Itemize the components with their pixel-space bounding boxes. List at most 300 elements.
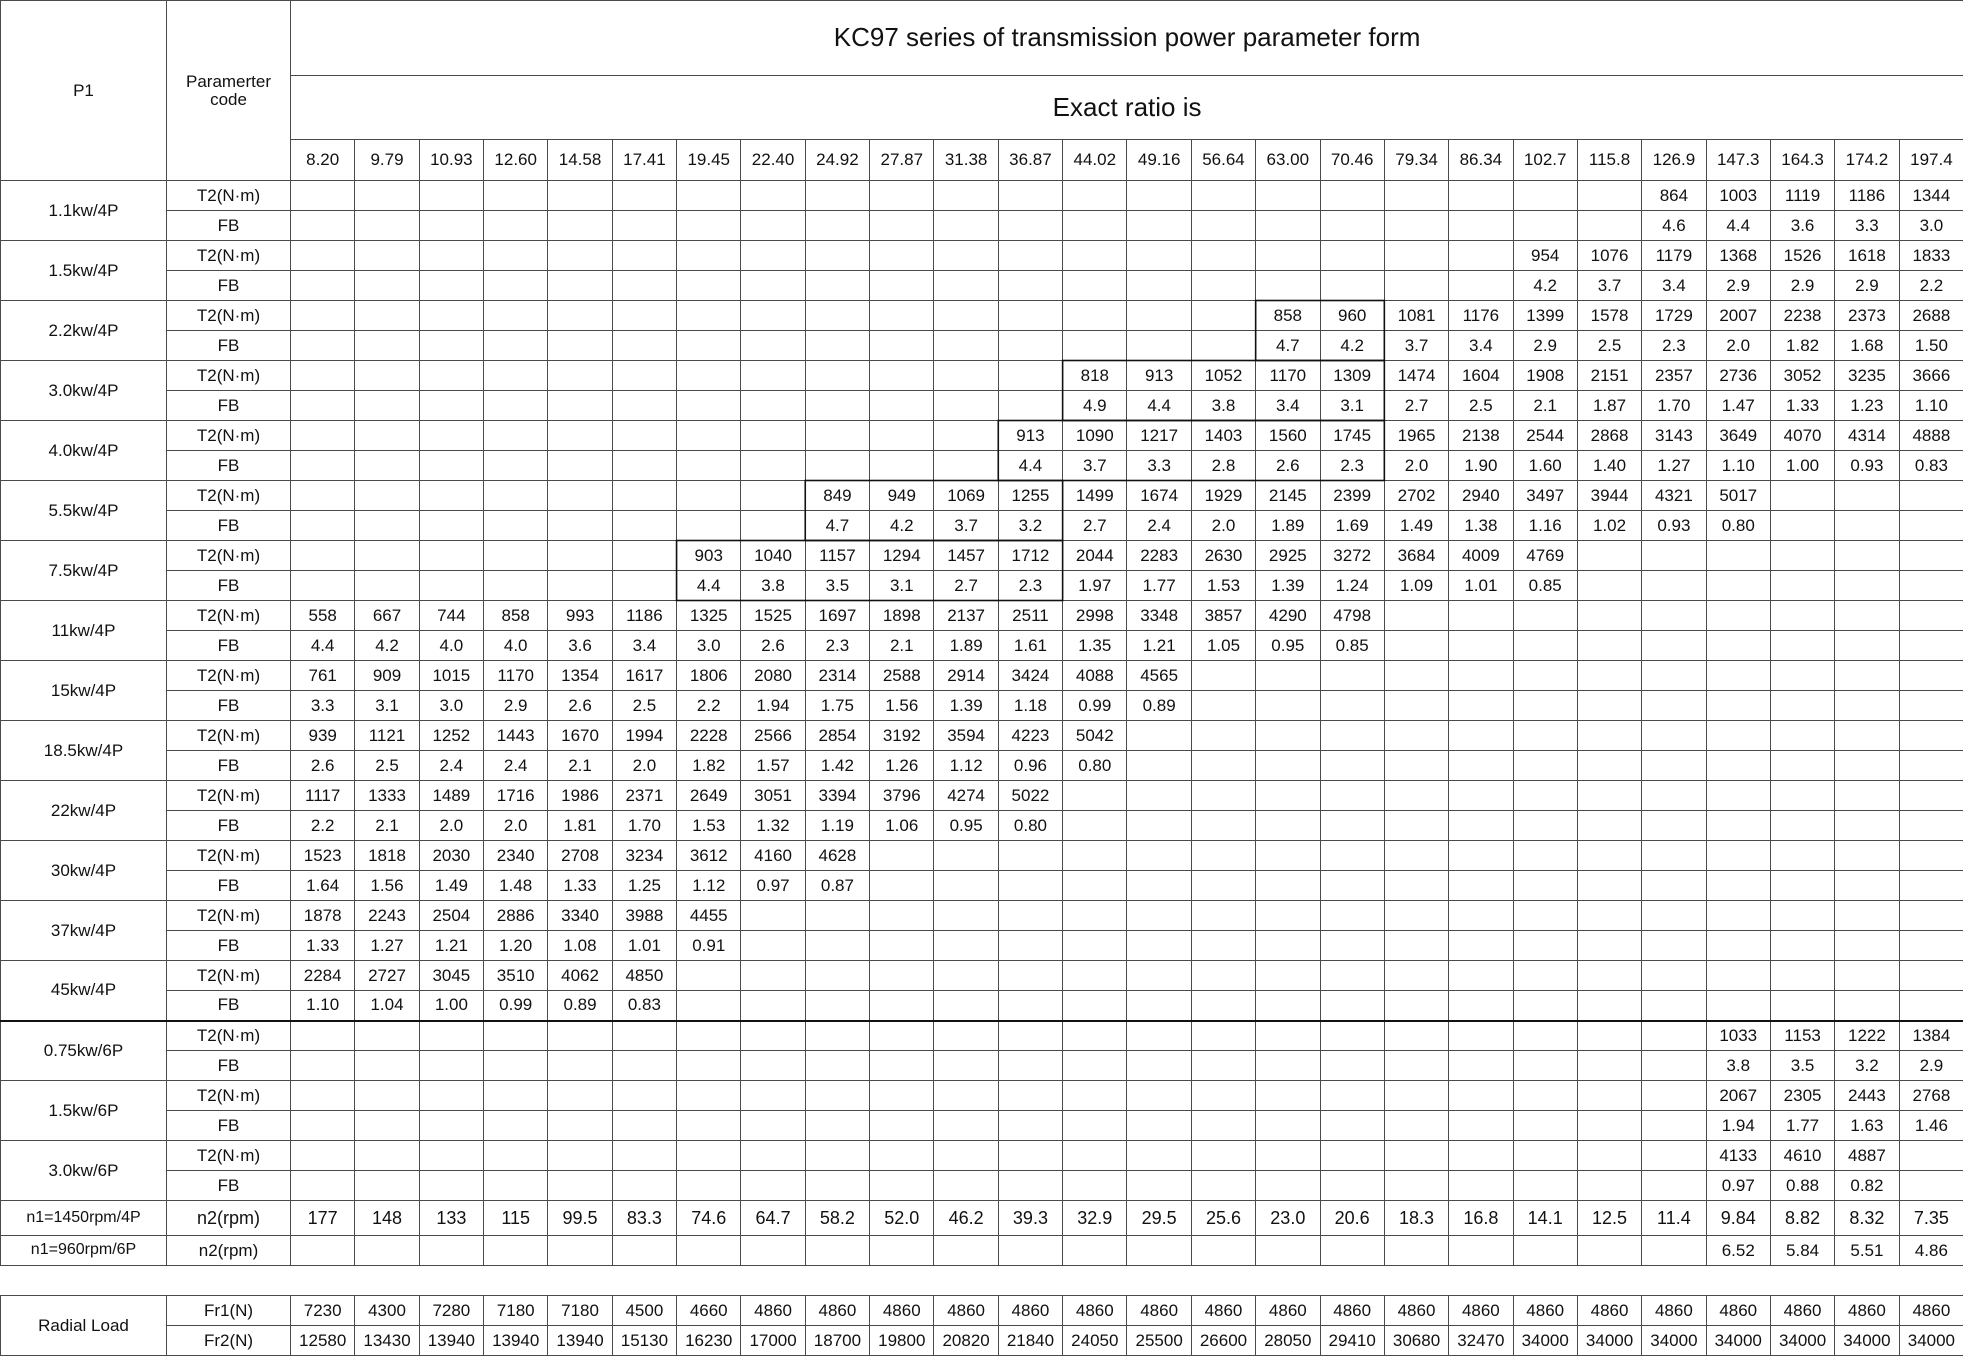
value-cell: 1.89: [934, 631, 998, 661]
output-speed-row: [1, 1236, 1963, 1266]
value-cell: 3143: [1642, 421, 1706, 451]
value-cell: [1577, 1051, 1641, 1081]
value-cell: 3684: [1384, 541, 1448, 571]
value-cell: [1899, 631, 1963, 661]
value-cell: 1.77: [1770, 1111, 1834, 1141]
value-cell: [1256, 901, 1320, 931]
speed-value: [291, 1236, 355, 1266]
param-code: n2(rpm): [167, 1236, 291, 1266]
value-cell: [1577, 571, 1641, 601]
value-cell: [677, 1141, 741, 1171]
value-cell: 2373: [1835, 301, 1899, 331]
value-cell: [1577, 601, 1641, 631]
value-cell: 2067: [1706, 1081, 1770, 1111]
value-cell: 949: [870, 481, 934, 511]
value-cell: 913: [998, 421, 1062, 451]
value-cell: [1706, 751, 1770, 781]
radial-load-value: 4860: [1835, 1296, 1899, 1326]
value-cell: 0.96: [998, 751, 1062, 781]
radial-load-value: 4860: [1642, 1296, 1706, 1326]
value-cell: [612, 301, 676, 331]
value-cell: [548, 1141, 612, 1171]
value-cell: [612, 361, 676, 391]
value-cell: [998, 391, 1062, 421]
value-cell: [1513, 211, 1577, 241]
value-cell: [291, 481, 355, 511]
value-cell: [1256, 871, 1320, 901]
output-speed-row: [1, 1201, 1963, 1236]
value-cell: [548, 181, 612, 211]
speed-value: [355, 1236, 419, 1266]
value-cell: [741, 901, 805, 931]
value-cell: [1770, 991, 1834, 1021]
value-cell: [1449, 1141, 1513, 1171]
value-cell: 2.5: [1449, 391, 1513, 421]
value-cell: 1.70: [1642, 391, 1706, 421]
value-cell: 0.83: [1899, 451, 1963, 481]
value-cell: 1.12: [934, 751, 998, 781]
power-label: 45kw/4P: [1, 961, 167, 1021]
value-cell: [1835, 601, 1899, 631]
value-cell: 939: [291, 721, 355, 751]
speed-value: 20.6: [1320, 1201, 1384, 1236]
spacer: [1, 1266, 1963, 1296]
value-cell: [934, 331, 998, 361]
value-cell: 1.09: [1384, 571, 1448, 601]
value-cell: 0.95: [934, 811, 998, 841]
value-cell: [548, 301, 612, 331]
value-cell: 2151: [1577, 361, 1641, 391]
value-cell: [484, 1081, 548, 1111]
value-cell: [805, 1141, 869, 1171]
power-label: 7.5kw/4P: [1, 541, 167, 601]
value-cell: [548, 1111, 612, 1141]
value-cell: [1770, 481, 1834, 511]
value-cell: [870, 211, 934, 241]
radial-load-value: 4860: [1449, 1296, 1513, 1326]
radial-load-value: 4860: [1127, 1296, 1191, 1326]
value-cell: 1578: [1577, 301, 1641, 331]
value-cell: [677, 481, 741, 511]
value-cell: [1191, 1081, 1255, 1111]
value-cell: [548, 1021, 612, 1051]
speed-value: [1191, 1236, 1255, 1266]
value-cell: 3235: [1835, 361, 1899, 391]
ratio-value: 12.60: [484, 140, 548, 181]
value-cell: [612, 1081, 676, 1111]
torque-row: [1, 961, 1963, 991]
value-cell: [291, 361, 355, 391]
value-cell: [1899, 571, 1963, 601]
value-cell: [1899, 961, 1963, 991]
value-cell: 3045: [419, 961, 483, 991]
value-cell: [1384, 751, 1448, 781]
value-cell: 3649: [1706, 421, 1770, 451]
value-cell: [805, 991, 869, 1021]
value-cell: [484, 181, 548, 211]
value-cell: [291, 301, 355, 331]
value-cell: 2.5: [612, 691, 676, 721]
value-cell: 1.10: [1706, 451, 1770, 481]
value-cell: [1191, 1111, 1255, 1141]
radial-load-value: 15130: [612, 1326, 676, 1356]
value-cell: 1.77: [1127, 571, 1191, 601]
value-cell: [484, 391, 548, 421]
value-cell: [1063, 331, 1127, 361]
param-code: FB: [167, 931, 291, 961]
service-factor-row: [1, 391, 1963, 421]
value-cell: 849: [805, 481, 869, 511]
value-cell: 1.49: [1384, 511, 1448, 541]
value-cell: [612, 211, 676, 241]
value-cell: [1127, 1141, 1191, 1171]
param-code: Fr2(N): [167, 1326, 291, 1356]
value-cell: [1513, 601, 1577, 631]
torque-row: [1, 781, 1963, 811]
value-cell: 2998: [1063, 601, 1127, 631]
value-cell: 3612: [677, 841, 741, 871]
value-cell: [677, 1111, 741, 1141]
value-cell: [1384, 1111, 1448, 1141]
value-cell: [1899, 1171, 1963, 1201]
value-cell: 1344: [1899, 181, 1963, 211]
value-cell: 4.4: [677, 571, 741, 601]
value-cell: [1191, 241, 1255, 271]
value-cell: [548, 241, 612, 271]
spacer-row: [1, 1266, 1963, 1296]
value-cell: [1191, 1051, 1255, 1081]
value-cell: 2.6: [741, 631, 805, 661]
value-cell: 5017: [1706, 481, 1770, 511]
power-label: 3.0kw/6P: [1, 1141, 167, 1201]
value-cell: [805, 211, 869, 241]
value-cell: [1384, 1051, 1448, 1081]
value-cell: [677, 1171, 741, 1201]
value-cell: 4314: [1835, 421, 1899, 451]
value-cell: [1320, 841, 1384, 871]
value-cell: [1256, 271, 1320, 301]
value-cell: 2.4: [419, 751, 483, 781]
value-cell: 1.64: [291, 871, 355, 901]
value-cell: [1899, 931, 1963, 961]
value-cell: [291, 511, 355, 541]
value-cell: [741, 1021, 805, 1051]
value-cell: 4223: [998, 721, 1062, 751]
param-code-header: Paramerter code: [167, 1, 291, 181]
ratio-value: 115.8: [1577, 140, 1641, 181]
value-cell: 1.61: [998, 631, 1062, 661]
value-cell: 3944: [1577, 481, 1641, 511]
value-cell: [1642, 931, 1706, 961]
param-code: T2(N·m): [167, 361, 291, 391]
value-cell: [419, 541, 483, 571]
service-factor-row: [1, 991, 1963, 1021]
torque-row: [1, 301, 1963, 331]
value-cell: [1706, 631, 1770, 661]
value-cell: 1.40: [1577, 451, 1641, 481]
value-cell: 2566: [741, 721, 805, 751]
value-cell: [1513, 631, 1577, 661]
value-cell: [870, 1141, 934, 1171]
value-cell: 2080: [741, 661, 805, 691]
value-cell: [1642, 781, 1706, 811]
value-cell: [419, 1171, 483, 1201]
value-cell: 1179: [1642, 241, 1706, 271]
value-cell: [934, 991, 998, 1021]
value-cell: [1320, 1141, 1384, 1171]
value-cell: [1320, 1111, 1384, 1141]
value-cell: [805, 391, 869, 421]
value-cell: [612, 1111, 676, 1141]
value-cell: 2708: [548, 841, 612, 871]
value-cell: 4290: [1256, 601, 1320, 631]
value-cell: [1513, 181, 1577, 211]
value-cell: 1.00: [419, 991, 483, 1021]
value-cell: [677, 361, 741, 391]
value-cell: 1170: [484, 661, 548, 691]
value-cell: 1.25: [612, 871, 676, 901]
value-cell: 2.1: [1513, 391, 1577, 421]
value-cell: [419, 1021, 483, 1051]
value-cell: [805, 1021, 869, 1051]
speed-value: [1063, 1236, 1127, 1266]
param-code: FB: [167, 511, 291, 541]
value-cell: [1770, 541, 1834, 571]
value-cell: 4.0: [419, 631, 483, 661]
value-cell: [1449, 1171, 1513, 1201]
value-cell: [1191, 211, 1255, 241]
value-cell: [355, 1171, 419, 1201]
value-cell: 3.8: [1706, 1051, 1770, 1081]
value-cell: [1191, 751, 1255, 781]
value-cell: 4.2: [870, 511, 934, 541]
value-cell: [1191, 1021, 1255, 1051]
value-cell: 4887: [1835, 1141, 1899, 1171]
value-cell: 4062: [548, 961, 612, 991]
speed-value: 58.2: [805, 1201, 869, 1236]
value-cell: 2.4: [1127, 511, 1191, 541]
radial-load-value: 16230: [677, 1326, 741, 1356]
value-cell: [1384, 931, 1448, 961]
param-code: T2(N·m): [167, 721, 291, 751]
value-cell: [1256, 811, 1320, 841]
value-cell: 1523: [291, 841, 355, 871]
value-cell: 1489: [419, 781, 483, 811]
value-cell: [355, 511, 419, 541]
value-cell: [1127, 751, 1191, 781]
speed-value: 46.2: [934, 1201, 998, 1236]
power-label: 1.5kw/6P: [1, 1081, 167, 1141]
value-cell: 2.3: [1642, 331, 1706, 361]
value-cell: 1090: [1063, 421, 1127, 451]
value-cell: 0.97: [1706, 1171, 1770, 1201]
value-cell: 1153: [1770, 1021, 1834, 1051]
torque-row: [1, 181, 1963, 211]
value-cell: [998, 361, 1062, 391]
value-cell: [1577, 631, 1641, 661]
value-cell: 2.2: [1899, 271, 1963, 301]
value-cell: [934, 871, 998, 901]
value-cell: [484, 211, 548, 241]
value-cell: [612, 1171, 676, 1201]
value-cell: [484, 1051, 548, 1081]
value-cell: [1770, 721, 1834, 751]
value-cell: [805, 1171, 869, 1201]
value-cell: [1384, 1141, 1448, 1171]
value-cell: [998, 901, 1062, 931]
value-cell: [1449, 661, 1513, 691]
value-cell: [1384, 871, 1448, 901]
value-cell: [1191, 841, 1255, 871]
value-cell: [1256, 241, 1320, 271]
torque-row: [1, 721, 1963, 751]
value-cell: [1449, 961, 1513, 991]
value-cell: [1513, 1171, 1577, 1201]
param-code: T2(N·m): [167, 421, 291, 451]
value-cell: [1899, 901, 1963, 931]
speed-value: [484, 1236, 548, 1266]
value-cell: [1320, 211, 1384, 241]
value-cell: 3.7: [934, 511, 998, 541]
param-code: FB: [167, 751, 291, 781]
value-cell: 903: [677, 541, 741, 571]
value-cell: [1577, 1171, 1641, 1201]
value-cell: 1.19: [805, 811, 869, 841]
value-cell: [1191, 721, 1255, 751]
value-cell: [870, 901, 934, 931]
value-cell: 3.7: [1384, 331, 1448, 361]
value-cell: [1706, 601, 1770, 631]
speed-value: 99.5: [548, 1201, 612, 1236]
value-cell: [741, 301, 805, 331]
power-label: 3.0kw/4P: [1, 361, 167, 421]
value-cell: [998, 961, 1062, 991]
value-cell: [1899, 751, 1963, 781]
value-cell: 2.0: [484, 811, 548, 841]
value-cell: 1.49: [419, 871, 483, 901]
value-cell: [1384, 781, 1448, 811]
speed-value: 115: [484, 1201, 548, 1236]
exact-ratio-header: Exact ratio is: [291, 76, 1963, 140]
radial-load-value: 34000: [1513, 1326, 1577, 1356]
value-cell: 1617: [612, 661, 676, 691]
service-factor-row: [1, 691, 1963, 721]
speed-value: 23.0: [1256, 1201, 1320, 1236]
value-cell: [548, 361, 612, 391]
radial-load-value: 34000: [1577, 1326, 1641, 1356]
speed-value: [1256, 1236, 1320, 1266]
value-cell: [419, 301, 483, 331]
value-cell: 3.0: [677, 631, 741, 661]
value-cell: [1127, 241, 1191, 271]
value-cell: 2228: [677, 721, 741, 751]
radial-load-value: 30680: [1384, 1326, 1448, 1356]
value-cell: [677, 421, 741, 451]
value-cell: [612, 1051, 676, 1081]
torque-row: [1, 661, 1963, 691]
value-cell: [419, 211, 483, 241]
value-cell: [1320, 181, 1384, 211]
value-cell: [419, 331, 483, 361]
value-cell: [1770, 901, 1834, 931]
value-cell: 4.9: [1063, 391, 1127, 421]
value-cell: [1127, 721, 1191, 751]
value-cell: 1.97: [1063, 571, 1127, 601]
value-cell: [1642, 691, 1706, 721]
value-cell: [419, 181, 483, 211]
value-cell: [1642, 721, 1706, 751]
value-cell: [1513, 1111, 1577, 1141]
value-cell: [419, 1111, 483, 1141]
value-cell: [1449, 931, 1513, 961]
speed-value: 83.3: [612, 1201, 676, 1236]
value-cell: [1127, 901, 1191, 931]
value-cell: [612, 271, 676, 301]
value-cell: 2284: [291, 961, 355, 991]
value-cell: [355, 1051, 419, 1081]
value-cell: [1642, 631, 1706, 661]
speed-value: 177: [291, 1201, 355, 1236]
value-cell: 2.6: [548, 691, 612, 721]
radial-load-value: 7230: [291, 1296, 355, 1326]
value-cell: 4798: [1320, 601, 1384, 631]
speed-value: [805, 1236, 869, 1266]
ratio-value: 9.79: [355, 140, 419, 181]
value-cell: [1577, 901, 1641, 931]
value-cell: 1833: [1899, 241, 1963, 271]
value-cell: 2145: [1256, 481, 1320, 511]
value-cell: 2.1: [870, 631, 934, 661]
speed-value: [1577, 1236, 1641, 1266]
ratio-value: 24.92: [805, 140, 869, 181]
value-cell: [1577, 841, 1641, 871]
value-cell: [612, 541, 676, 571]
radial-load-value: 4860: [1770, 1296, 1834, 1326]
value-cell: 2868: [1577, 421, 1641, 451]
param-code: T2(N·m): [167, 301, 291, 331]
value-cell: 3.4: [612, 631, 676, 661]
value-cell: 3.3: [1835, 211, 1899, 241]
power-label: 5.5kw/4P: [1, 481, 167, 541]
value-cell: 1712: [998, 541, 1062, 571]
radial-load-value: 4860: [1063, 1296, 1127, 1326]
value-cell: [1899, 691, 1963, 721]
radial-load-value: 13430: [355, 1326, 419, 1356]
value-cell: [1320, 961, 1384, 991]
value-cell: 2399: [1320, 481, 1384, 511]
radial-load-value: 34000: [1899, 1326, 1963, 1356]
service-factor-row: [1, 811, 1963, 841]
value-cell: 1.56: [355, 871, 419, 901]
value-cell: [1835, 931, 1899, 961]
value-cell: 1.33: [1770, 391, 1834, 421]
value-cell: [1256, 931, 1320, 961]
value-cell: [548, 271, 612, 301]
value-cell: 2443: [1835, 1081, 1899, 1111]
value-cell: [1384, 601, 1448, 631]
radial-load-value: 7180: [484, 1296, 548, 1326]
value-cell: 2511: [998, 601, 1062, 631]
value-cell: [1642, 1171, 1706, 1201]
value-cell: [1706, 781, 1770, 811]
power-label: 30kw/4P: [1, 841, 167, 901]
value-cell: 1294: [870, 541, 934, 571]
speed-value: [1449, 1236, 1513, 1266]
value-cell: 2630: [1191, 541, 1255, 571]
value-cell: 1457: [934, 541, 998, 571]
value-cell: [1320, 1171, 1384, 1201]
value-cell: 558: [291, 601, 355, 631]
